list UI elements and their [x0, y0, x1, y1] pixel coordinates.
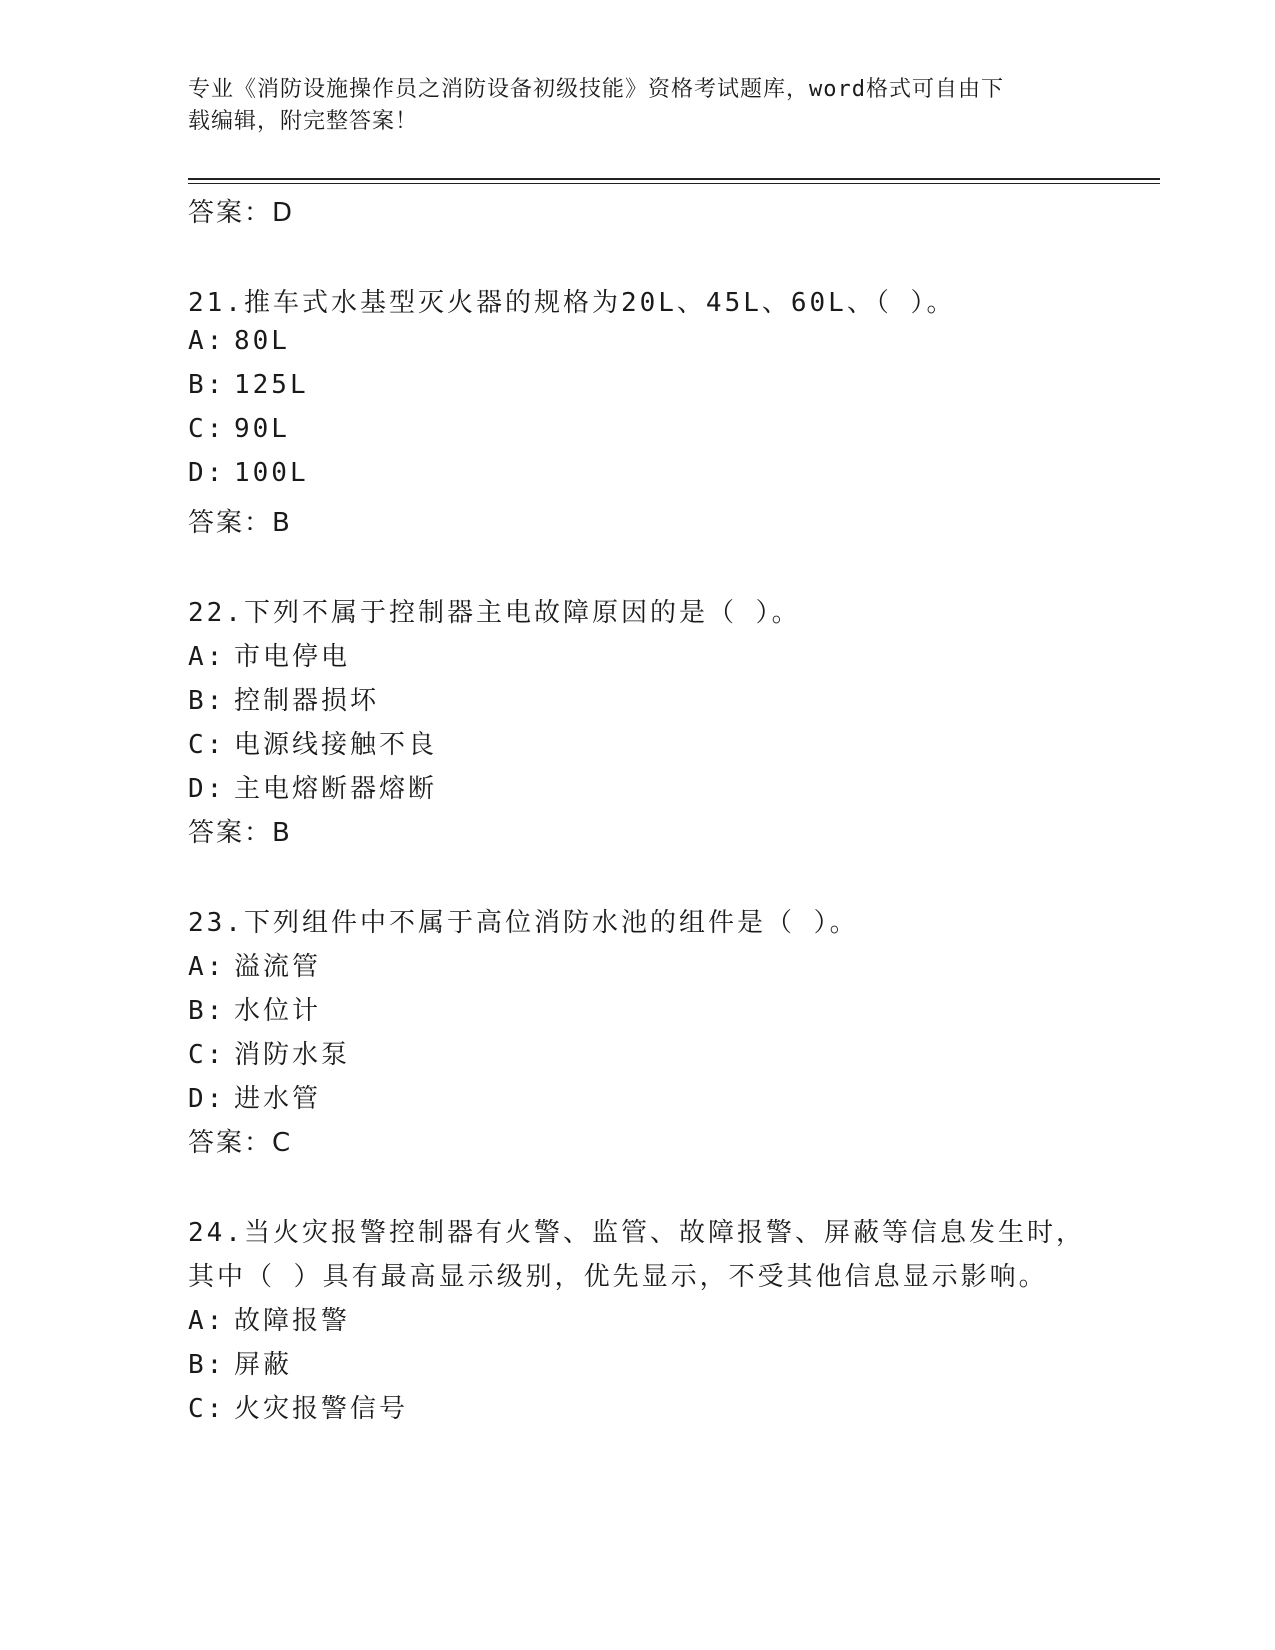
option-label: C:: [188, 1040, 226, 1070]
header-divider: [188, 178, 1160, 180]
question-22-option-d: [188, 768, 437, 805]
option-label: B:: [188, 686, 226, 716]
option-text: 市电停电: [234, 642, 351, 672]
option-label: A:: [188, 326, 226, 356]
header-line-1: 专业《消防设施操作员之消防设备初级技能》资格考试题库，word格式可自由下: [188, 77, 1004, 102]
option-label: C:: [188, 414, 226, 444]
option-label: A:: [188, 642, 226, 672]
question-23-option-a: [188, 946, 321, 983]
question-24-stem: 24.当火灾报警控制器有火警、监管、故障报警、屏蔽等信息发生时，: [188, 1218, 1085, 1248]
option-label: A:: [188, 1306, 226, 1336]
option-label: D:: [188, 458, 226, 488]
question-24-option-b: [188, 1344, 292, 1381]
question-21-option-a: [188, 326, 290, 356]
option-text: 溢流管: [234, 952, 322, 982]
option-text: 125L: [234, 370, 309, 400]
option-text: 90L: [234, 414, 290, 444]
question-21-answer: 答案：B: [188, 508, 292, 538]
header-line-2: 载编辑，附完整答案！: [188, 109, 419, 134]
question-24-option-a: [188, 1300, 350, 1337]
option-label: A:: [188, 952, 226, 982]
question-24-option-c: [188, 1388, 408, 1425]
question-22-option-a: [188, 636, 350, 673]
option-label: D:: [188, 774, 226, 804]
option-label: C:: [188, 730, 226, 760]
option-text: 控制器损坏: [234, 686, 380, 716]
option-text: 电源线接触不良: [234, 730, 438, 760]
question-23-stem: 23.下列组件中不属于高位消防水池的组件是（ ）。: [188, 908, 859, 938]
option-label: B:: [188, 996, 226, 1026]
option-label: B:: [188, 1350, 226, 1380]
option-label: B:: [188, 370, 226, 400]
question-23-option-b: [188, 990, 321, 1027]
option-text: 故障报警: [234, 1306, 351, 1336]
option-label: D:: [188, 1084, 226, 1114]
question-22-stem: 22.下列不属于控制器主电故障原因的是（ ）。: [188, 598, 801, 628]
question-22-answer: 答案：B: [188, 818, 292, 848]
option-text: 进水管: [234, 1084, 322, 1114]
option-text: 100L: [234, 458, 309, 488]
question-21-option-b: [188, 370, 309, 400]
header-divider-thin: [188, 183, 1160, 184]
option-label: C:: [188, 1394, 226, 1424]
previous-answer: 答案：D: [188, 198, 295, 228]
question-21-stem: 21.推车式水基型灭火器的规格为20L、45L、60L、（ ）。: [188, 288, 956, 318]
document-header: [188, 74, 1068, 138]
question-23-answer: 答案：C: [188, 1128, 293, 1158]
question-22-option-c: [188, 724, 437, 761]
option-text: 主电熔断器熔断: [234, 774, 438, 804]
question-22-option-b: [188, 680, 379, 717]
option-text: 80L: [234, 326, 290, 356]
question-23-option-d: [188, 1078, 321, 1115]
option-text: 水位计: [234, 996, 322, 1026]
question-24-stem-continued: 其中（ ）具有最高显示级别，优先显示，不受其他信息显示影响。: [188, 1262, 1048, 1292]
option-text: 火灾报警信号: [234, 1394, 409, 1424]
option-text: 消防水泵: [234, 1040, 351, 1070]
question-23-option-c: [188, 1034, 350, 1071]
option-text: 屏蔽: [234, 1350, 293, 1380]
question-21-option-c: [188, 414, 290, 444]
question-21-option-d: [188, 458, 309, 488]
